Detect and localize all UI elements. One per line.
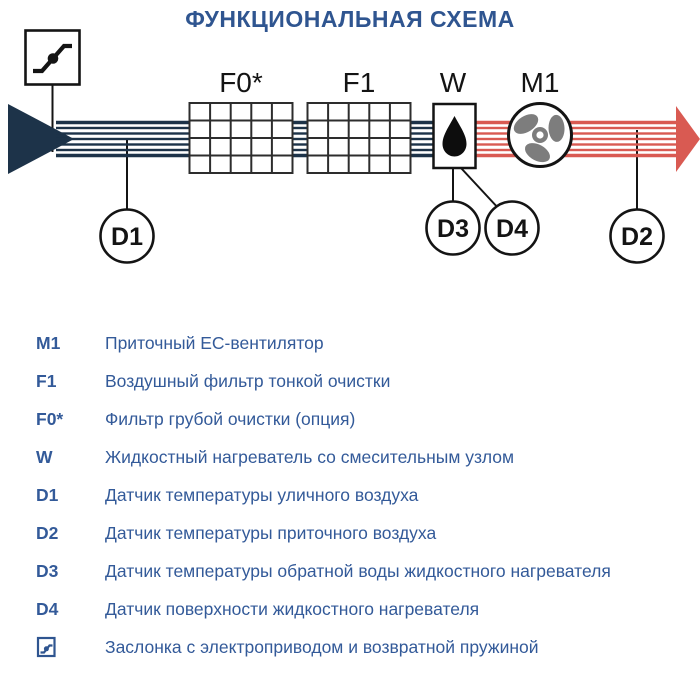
legend-label: Заслонка с электроприводом и возвратной пружиной (105, 636, 539, 657)
damper-icon (26, 31, 80, 85)
legend-row (36, 362, 676, 400)
legend-key: F1 (36, 370, 57, 391)
label-d4: D4 (496, 215, 528, 243)
label-d2: D2 (621, 223, 653, 251)
legend-key: D2 (36, 522, 59, 543)
legend-row (36, 400, 676, 438)
label-f0: F0* (219, 67, 263, 98)
ventilation-diagram (0, 0, 700, 312)
supply-arrow (676, 106, 700, 172)
legend-row (36, 552, 676, 590)
legend-key: D4 (36, 598, 59, 619)
legend-row (36, 438, 676, 476)
legend-label: Датчик температуры уличного воздуха (105, 484, 419, 505)
page-title: ФУНКЦИОНАЛЬНАЯ СХЕМА (185, 6, 515, 32)
filter-f1-grid (308, 103, 411, 173)
legend-row (36, 514, 676, 552)
label-d1: D1 (111, 223, 143, 251)
legend-label: Воздушный фильтр тонкой очистки (105, 370, 391, 391)
legend (36, 324, 676, 666)
label-d3: D3 (437, 215, 469, 243)
sensor-d4 (486, 202, 539, 255)
sensor-d3 (427, 202, 480, 255)
label-f1: F1 (342, 67, 376, 98)
supply-airflow (455, 106, 700, 172)
label-m1: M1 (520, 67, 560, 98)
legend-label: Датчик температуры обратной воды жидкостного нагревателя (105, 560, 611, 581)
legend-label: Приточный ЕС-вентилятор (105, 332, 324, 353)
legend-label: Датчик поверхности жидкостного нагревателя (105, 598, 480, 619)
legend-row (36, 628, 676, 666)
damper-legend-icon (36, 635, 105, 659)
filter-f0-grid (190, 103, 293, 173)
legend-label: Жидкостный нагреватель со смесительным узлом (105, 446, 514, 467)
legend-row (36, 324, 676, 362)
legend-key: F0* (36, 408, 64, 429)
fan-hub (536, 131, 543, 138)
legend-key: D3 (36, 560, 59, 581)
legend-key: M1 (36, 332, 61, 353)
legend-row (36, 476, 676, 514)
legend-label: Фильтр грубой очистки (опция) (105, 408, 356, 429)
d4-connector-line (461, 168, 500, 210)
legend-key: D1 (36, 484, 59, 505)
label-w: W (439, 67, 467, 98)
sensor-d1 (101, 210, 154, 263)
legend-label: Датчик температуры приточного воздуха (105, 522, 437, 543)
legend-key: W (36, 446, 53, 467)
sensor-d2 (611, 210, 664, 263)
fan-icon (509, 104, 577, 174)
water-heater-box (434, 104, 476, 168)
legend-row (36, 590, 676, 628)
